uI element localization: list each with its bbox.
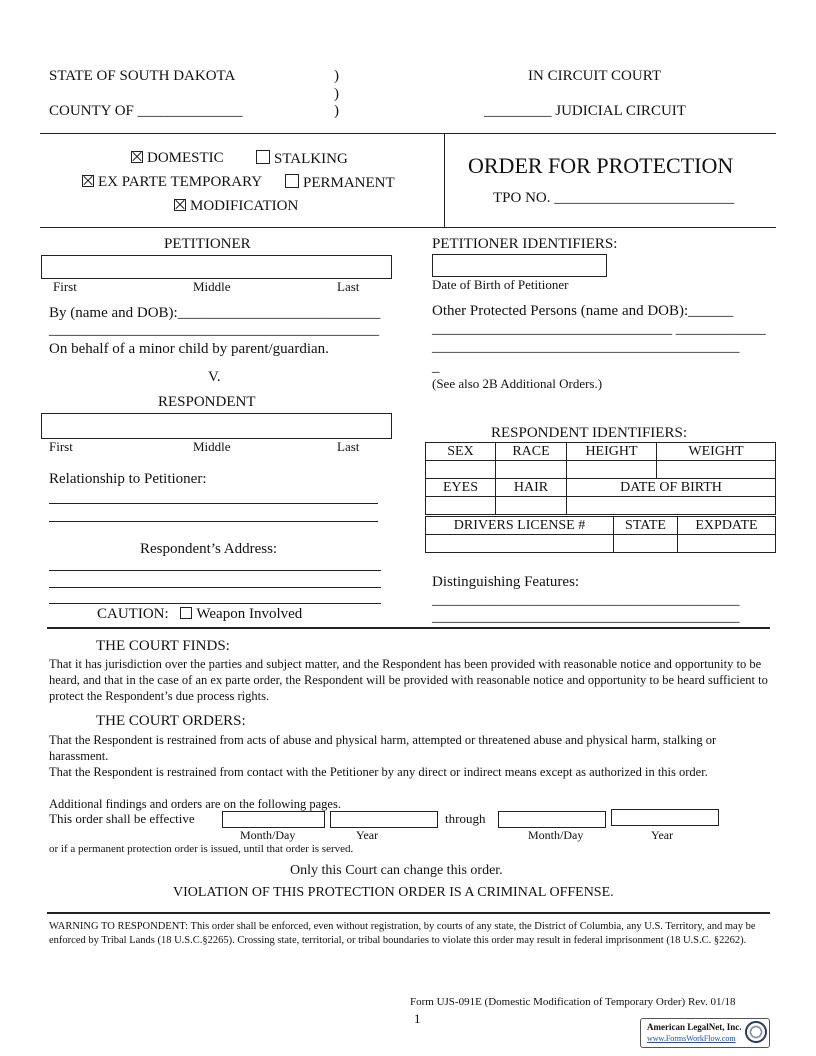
- versus-label: V.: [208, 369, 221, 385]
- circuit-label: _________ JUDICIAL CIRCUIT: [484, 103, 686, 119]
- court-label: IN CIRCUIT COURT: [528, 68, 661, 84]
- year-caption: Year: [651, 828, 674, 842]
- header-height: HEIGHT: [567, 443, 657, 461]
- behalf-label: On behalf of a minor child by parent/guardian.: [49, 341, 329, 357]
- form-number: Form UJS-091E (Domestic Modification of Temporary Order) Rev. 01/18: [410, 996, 736, 1008]
- month-day-caption: Month/Day: [240, 828, 296, 842]
- month-day-caption: Month/Day: [528, 828, 584, 842]
- divider: [40, 133, 776, 134]
- address-line[interactable]: [49, 587, 381, 588]
- petitioner-dob-field[interactable]: [432, 254, 607, 277]
- relationship-label: Relationship to Petitioner:: [49, 471, 207, 487]
- race-cell[interactable]: [496, 461, 567, 479]
- hair-cell[interactable]: [496, 497, 567, 515]
- petitioner-identifiers-heading: PETITIONER IDENTIFIERS:: [432, 236, 618, 252]
- weight-cell[interactable]: [657, 461, 776, 479]
- checkbox-checked-icon[interactable]: [131, 151, 143, 163]
- petitioner-by-field[interactable]: By (name and DOB):___________________________: [49, 305, 381, 321]
- header-hair: HAIR: [496, 479, 567, 497]
- checkbox-checked-icon[interactable]: [174, 199, 186, 211]
- checkbox-icon[interactable]: [285, 174, 299, 188]
- other-protected-line[interactable]: ________________________________ ____________: [432, 321, 766, 337]
- header-weight: WEIGHT: [657, 443, 776, 461]
- year-caption: Year: [356, 828, 379, 842]
- tpo-number: TPO NO. ________________________: [493, 190, 735, 206]
- header-state: STATE: [614, 517, 678, 535]
- violation-warning: VIOLATION OF THIS PROTECTION ORDER IS A CRIMINAL OFFENSE.: [173, 885, 614, 900]
- option-permanent[interactable]: PERMANENT: [285, 174, 395, 192]
- option-stalking[interactable]: STALKING: [256, 150, 348, 168]
- order-restraint-abuse: That the Respondent is restrained from acts of abuse and physical harm, attempted or threatened abuse and physical harm, stalking or harassment.: [49, 733, 717, 763]
- effective-month-day-field[interactable]: [222, 811, 325, 828]
- effective-year-field[interactable]: [330, 811, 438, 828]
- americanlegalnet-logo[interactable]: [640, 1018, 770, 1048]
- respondent-license-table: [425, 516, 776, 553]
- state-cell[interactable]: [614, 535, 678, 553]
- caption-paren: ): [334, 86, 339, 102]
- only-court-note: Only this Court can change this order.: [290, 863, 503, 878]
- relationship-line[interactable]: [49, 503, 378, 504]
- distinguishing-line[interactable]: _________________________________________: [432, 609, 740, 625]
- caption-paren: ): [334, 103, 339, 119]
- through-year-field[interactable]: [611, 809, 719, 826]
- last-label: Last: [337, 439, 360, 454]
- county-label: COUNTY OF ______________: [49, 103, 243, 119]
- header-expdate: EXPDATE: [678, 517, 776, 535]
- court-finds-text: That it has jurisdiction over the parties and subject matter, and the Respondent has been provided with reasonable notice and opportunity to be heard, and that in the case of an ex parte order, the Respondent will be provided with reasonable notice and opportunity to be heard sufficient to protect the Respondent’s due process rights.: [49, 657, 768, 703]
- distinguishing-line[interactable]: _________________________________________: [432, 592, 740, 608]
- relationship-line[interactable]: [49, 521, 378, 522]
- respondent-identifiers-table: [425, 442, 776, 515]
- permanent-note: or if a permanent protection order is issued, until that order is served.: [49, 843, 354, 855]
- middle-label: Middle: [193, 439, 231, 454]
- checkbox-icon[interactable]: [256, 150, 270, 164]
- distinguishing-features-label: Distinguishing Features:: [432, 574, 580, 590]
- other-protected-line[interactable]: _: [432, 359, 440, 375]
- eyes-cell[interactable]: [426, 497, 496, 515]
- sex-cell[interactable]: [426, 461, 496, 479]
- other-protected-line[interactable]: _________________________________________: [432, 339, 740, 355]
- respondent-identifiers-heading: RESPONDENT IDENTIFIERS:: [491, 425, 687, 441]
- address-label: Respondent’s Address:: [140, 541, 278, 557]
- page-number: 1: [414, 1011, 421, 1026]
- checkbox-checked-icon[interactable]: [82, 175, 94, 187]
- order-additional: Additional findings and orders are on the following pages.: [49, 797, 341, 811]
- divider: [47, 627, 770, 629]
- court-orders-heading: THE COURT ORDERS:: [96, 713, 246, 729]
- caution-row: CAUTION: Weapon Involved: [97, 606, 303, 622]
- option-domestic[interactable]: DOMESTIC: [131, 150, 224, 167]
- respondent-heading: RESPONDENT: [158, 394, 256, 410]
- header-sex: SEX: [426, 443, 496, 461]
- state-label: STATE OF SOUTH DAKOTA: [49, 68, 236, 84]
- caption-paren: ): [334, 68, 339, 84]
- petitioner-name-field[interactable]: [41, 255, 392, 279]
- header-dob: DATE OF BIRTH: [567, 479, 776, 497]
- first-label: First: [49, 439, 73, 454]
- other-protected-persons-field[interactable]: Other Protected Persons (name and DOB):______: [432, 303, 734, 319]
- warning-to-respondent: WARNING TO RESPONDENT: This order shall be enforced, even without registration, by courts of any state, the District of Columbia, any U.S. Territory, and may be enforced by Tribal Lands (18 U.S.C.§2265). Crossing state, territorial, or tribal boundaries to violate this order may result in federal imprisonment (18 U.S.C. §2262).: [49, 921, 756, 946]
- expdate-cell[interactable]: [678, 535, 776, 553]
- order-restraint-contact: That the Respondent is restrained from contact with the Petitioner by any direct or indirect means except as authorized in this order.: [49, 765, 708, 779]
- divider: [444, 133, 445, 227]
- divider: [47, 912, 770, 914]
- petitioner-heading: PETITIONER: [164, 236, 251, 252]
- header-race: RACE: [496, 443, 567, 461]
- logo-name: American LegalNet, Inc.: [647, 1022, 742, 1032]
- through-label: through: [445, 811, 486, 826]
- license-cell[interactable]: [426, 535, 614, 553]
- option-modification[interactable]: MODIFICATION: [174, 198, 298, 215]
- option-ex-parte[interactable]: EX PARTE TEMPORARY: [82, 174, 262, 191]
- divider: [40, 227, 776, 228]
- petitioner-dob-label: Date of Birth of Petitioner: [432, 277, 569, 292]
- court-finds-heading: THE COURT FINDS:: [96, 638, 230, 654]
- header-drivers-license: DRIVERS LICENSE #: [426, 517, 614, 535]
- height-cell[interactable]: [567, 461, 657, 479]
- logo-link[interactable]: www.FormsWorkFlow.com: [647, 1034, 736, 1043]
- logo-seal-icon: [745, 1021, 767, 1043]
- weapon-checkbox-icon[interactable]: [180, 607, 192, 619]
- address-line[interactable]: [49, 570, 381, 571]
- address-line[interactable]: [49, 603, 381, 604]
- through-month-day-field[interactable]: [498, 811, 606, 828]
- first-label: First: [53, 279, 77, 294]
- middle-label: Middle: [193, 279, 231, 294]
- header-eyes: EYES: [426, 479, 496, 497]
- page-title: ORDER FOR PROTECTION: [468, 153, 734, 178]
- last-label: Last: [337, 279, 360, 294]
- respondent-name-field[interactable]: [41, 413, 392, 439]
- effective-label: This order shall be effective: [49, 811, 195, 826]
- petitioner-blank-line[interactable]: ____________________________________________: [49, 322, 379, 338]
- dob-cell[interactable]: [567, 497, 776, 515]
- see-also-note: (See also 2B Additional Orders.): [432, 376, 603, 391]
